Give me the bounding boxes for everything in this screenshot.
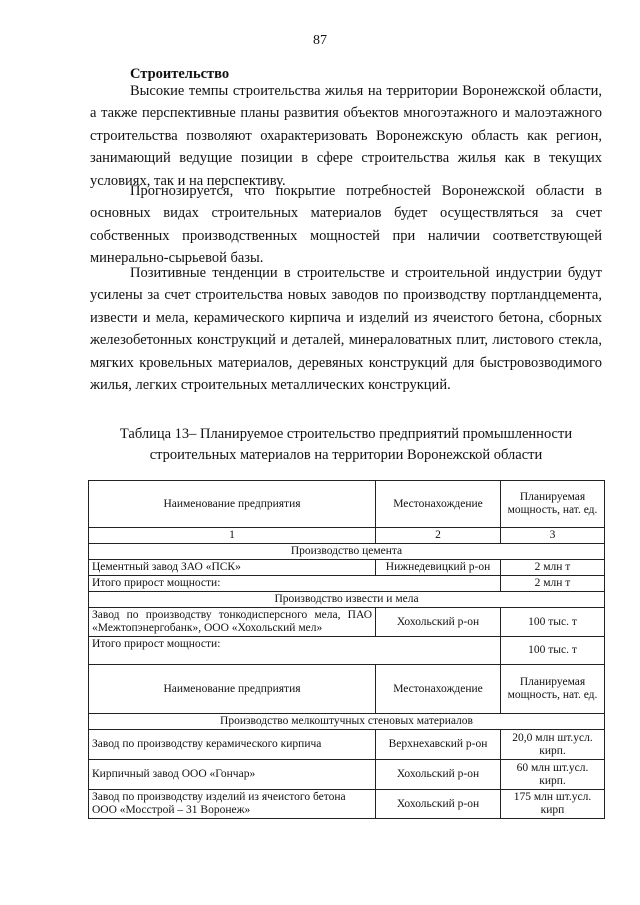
table-header-row bbox=[89, 481, 605, 528]
enterprise-name: Завод по производству керамического кирпича bbox=[89, 730, 376, 760]
paragraph-1: Высокие темпы строительства жилья на территории Воронежской области, а также перспективные планы развития объектов многоэтажного и малоэтажного строительства позволяют охарактеризовать Воронежскую область как регион, занимающий ведущие позиции в сфере строительства жилья как в текущих условиях, так и на перспективу. bbox=[90, 83, 602, 189]
table-row bbox=[89, 608, 605, 637]
enterprise-location: Хохольский р-он bbox=[376, 608, 501, 637]
column-number: 3 bbox=[501, 528, 605, 544]
total-value: 100 тыс. т bbox=[501, 637, 605, 665]
enterprise-name: Завод по производству изделий из ячеистого бетона ООО «Мосстрой – 31 Воронеж» bbox=[89, 790, 376, 819]
paragraph-3: Позитивные тенденции в строительстве и строительной индустрии будут усилены за счет строительства новых заводов по производству портландцемента, извести и мела, керамического кирпича и изделий из ячеистого бетона, сборных железобетонных конструкций и деталей, минераловатных плит, листового стекла, мягких кровельных материалов, деревяных конструкций для быстровозводимого жилья, легких строительных металлических конструкций. bbox=[90, 265, 602, 394]
construction-table bbox=[88, 480, 605, 819]
enterprise-capacity: 60 млн шт.усл. кирп. bbox=[501, 760, 605, 790]
column-number: 2 bbox=[376, 528, 501, 544]
header-name: Наименование предприятия bbox=[89, 481, 376, 528]
enterprise-capacity: 175 млн шт.усл. кирп bbox=[501, 790, 605, 819]
column-number: 1 bbox=[89, 528, 376, 544]
section-title: Строительство bbox=[130, 66, 230, 82]
total-label: Итого прирост мощности: bbox=[89, 576, 501, 592]
enterprise-capacity: 20,0 млн шт.усл. кирп. bbox=[501, 730, 605, 760]
section-title-wall-materials: Производство мелкоштучных стеновых материалов bbox=[89, 714, 605, 730]
enterprise-location: Верхнехавский р-он bbox=[376, 730, 501, 760]
section-row-wall-materials bbox=[89, 714, 605, 730]
enterprise-capacity: 100 тыс. т bbox=[501, 608, 605, 637]
enterprise-name: Кирпичный завод ООО «Гончар» bbox=[89, 760, 376, 790]
page-number: 87 bbox=[313, 33, 327, 48]
table-header-row-repeat bbox=[89, 665, 605, 714]
total-row bbox=[89, 637, 605, 665]
total-value: 2 млн т bbox=[501, 576, 605, 592]
table-row bbox=[89, 760, 605, 790]
enterprise-location: Хохольский р-он bbox=[376, 790, 501, 819]
column-number-row bbox=[89, 528, 605, 544]
table-row bbox=[89, 560, 605, 576]
total-row bbox=[89, 576, 605, 592]
enterprise-name: Завод по производству тонкодисперсного мела, ПАО «Межтопэнергобанк», ООО «Хохольский мел» bbox=[89, 608, 376, 637]
enterprise-capacity: 2 млн т bbox=[501, 560, 605, 576]
enterprise-location: Хохольский р-он bbox=[376, 760, 501, 790]
total-label: Итого прирост мощности: bbox=[89, 637, 501, 665]
enterprise-location: Нижнедевицкий р-он bbox=[376, 560, 501, 576]
header-capacity: Планируемая мощность, нат. ед. bbox=[501, 481, 605, 528]
table-caption bbox=[90, 424, 602, 466]
table-caption-line-1: Таблица 13– Планируемое строительство предприятий промышленности bbox=[119, 426, 573, 442]
paragraph-2: Прогнозируется, что покрытие потребностей Воронежской области в основных видах строительных материалов будет осуществляться за счет собственных производственных мощностей при наличии соответствующей минерально-сырьевой базы. bbox=[90, 183, 602, 267]
section-title-lime: Производство извести и мела bbox=[89, 592, 605, 608]
section-row-lime bbox=[89, 592, 605, 608]
section-title-cement: Производство цемента bbox=[89, 544, 605, 560]
section-row-cement bbox=[89, 544, 605, 560]
header-name: Наименование предприятия bbox=[89, 665, 376, 714]
header-capacity: Планируемая мощность, нат. ед. bbox=[501, 665, 605, 714]
table-row bbox=[89, 790, 605, 819]
table-caption-line-2: строительных материалов на территории Воронежской области bbox=[149, 447, 543, 463]
header-location: Местонахождение bbox=[376, 665, 501, 714]
table-row bbox=[89, 730, 605, 760]
header-location: Местонахождение bbox=[376, 481, 501, 528]
enterprise-name: Цементный завод ЗАО «ПСК» bbox=[89, 560, 376, 576]
